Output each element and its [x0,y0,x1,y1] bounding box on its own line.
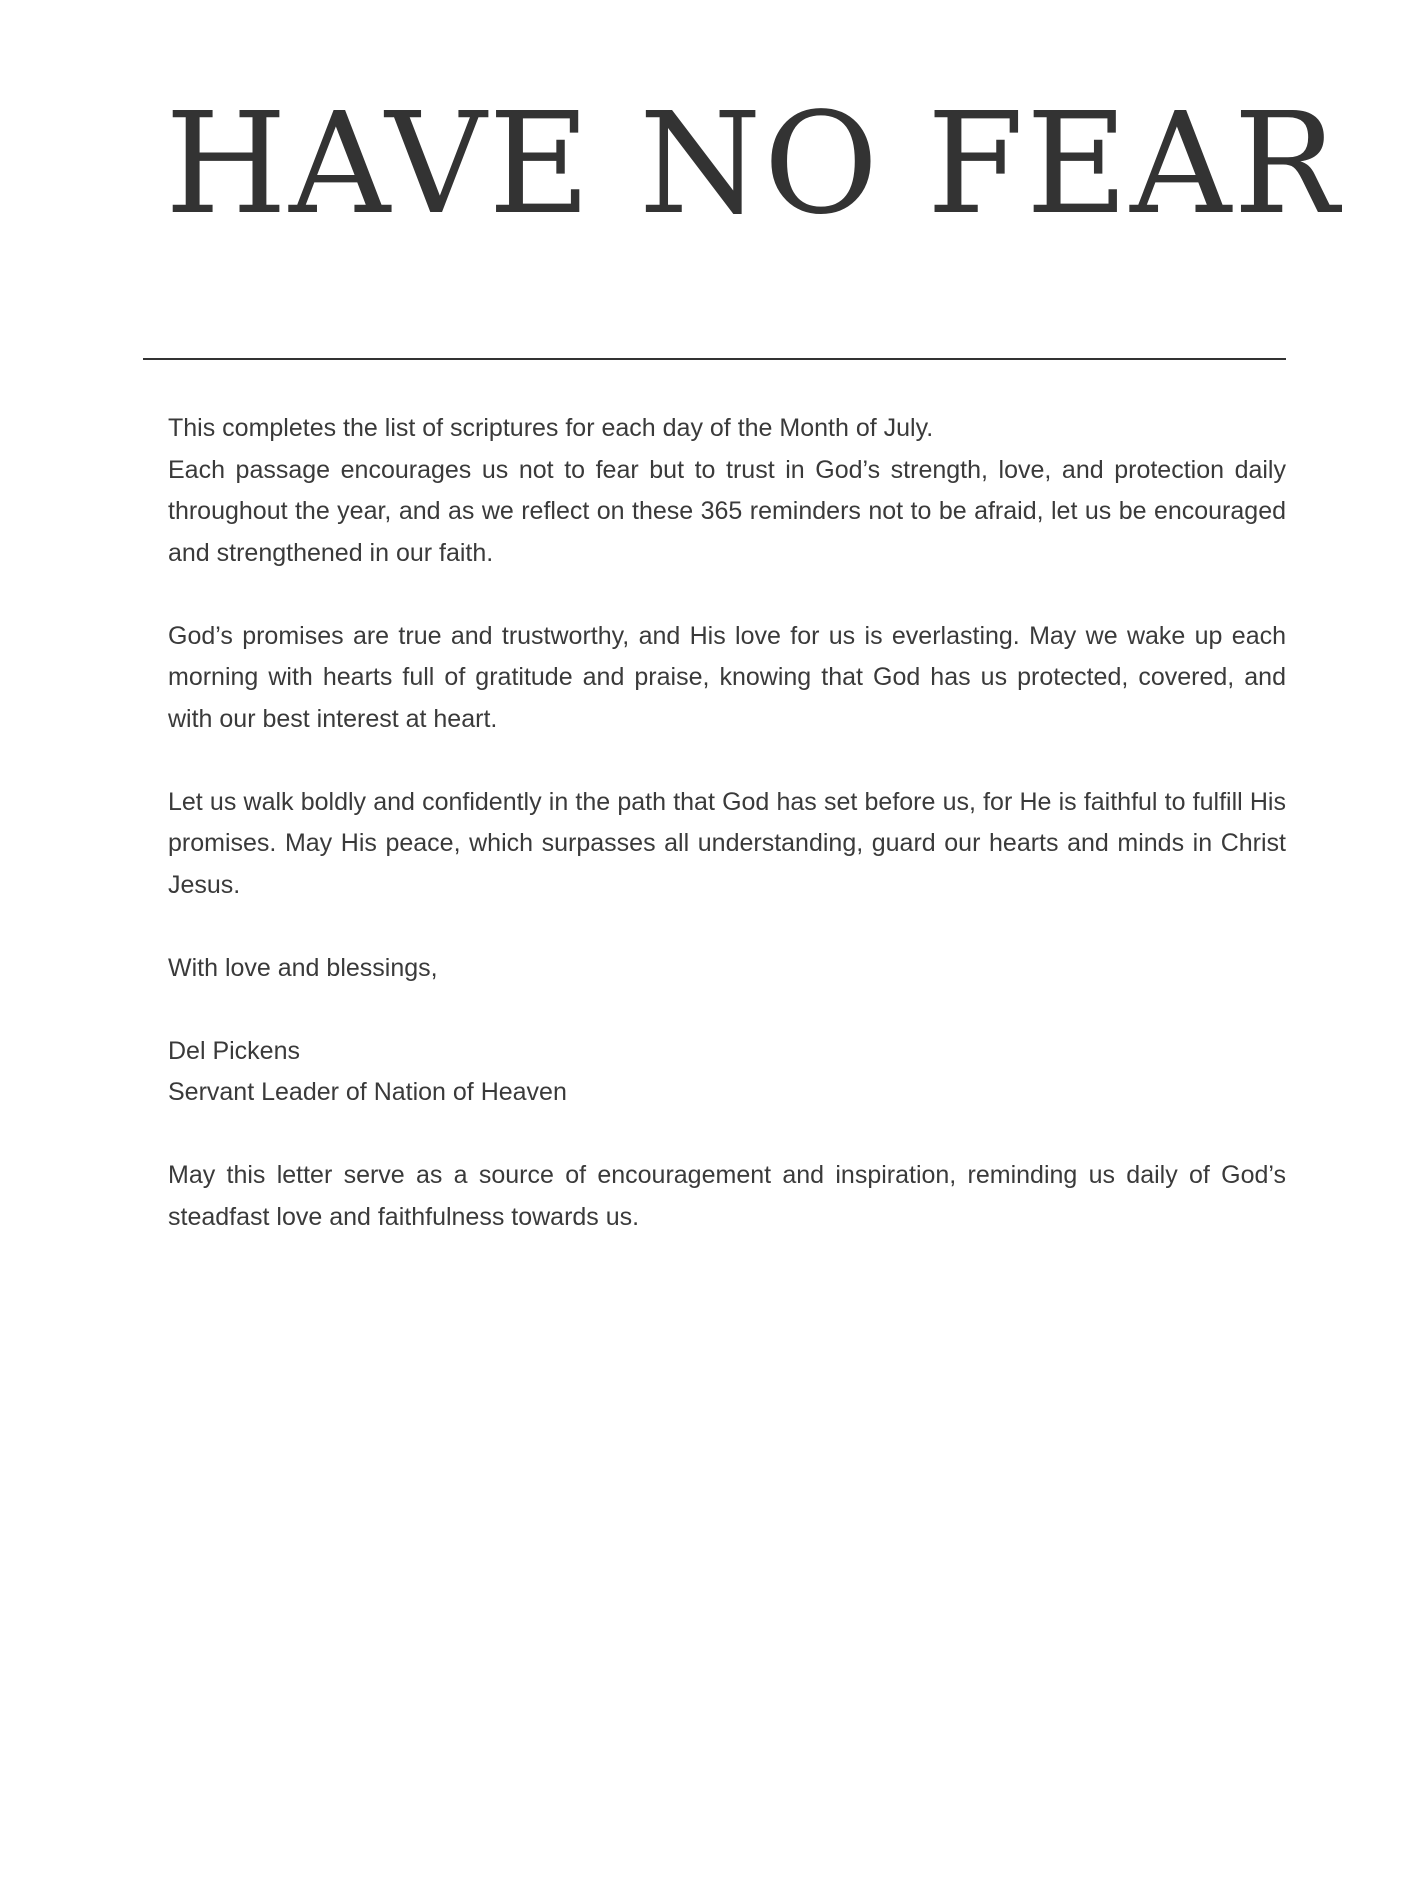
signature-name: Del Pickens [168,1036,300,1065]
paragraph-spacer [168,1114,1286,1156]
signature-title: Servant Leader of Nation of Heaven [168,1078,567,1106]
letter-body [168,408,1286,1238]
intro-paragraph: Each passage encourages us not to fear but to trust in God’s strength, love, and protection daily throughout the year, and as we reflect on these 365 reminders not to be afraid, let us be encouraged and strengthened in our faith. [168,455,1286,567]
closing-line: With love and blessings, [168,953,438,982]
postscript-paragraph: May this letter serve as a source of encouragement and inspiration, reminding us daily of God’s steadfast love and faithfulness towards us. [168,1161,1286,1231]
walk-paragraph: Let us walk boldly and confidently in the path that God has set before us, for He is faithful to fulfill His promises. May His peace, which surpasses all understanding, guard our hearts and minds in Christ Jesus. [168,787,1286,899]
horizontal-divider [143,358,1286,360]
paragraph-spacer [168,574,1286,616]
paragraph-spacer [168,740,1286,782]
promises-paragraph: God’s promises are true and trustworthy, and His love for us is everlasting. May we wake up each morning with hearts full of gratitude and praise, knowing that God has us protected, covered, and with our best interest at heart. [168,621,1286,733]
page-title: HAVE NO FEAR [165,83,1341,246]
intro-paragraph-line: This completes the list of scriptures for each day of the Month of July. [168,414,934,442]
paragraph-spacer [168,989,1286,1031]
paragraph-spacer [168,906,1286,948]
